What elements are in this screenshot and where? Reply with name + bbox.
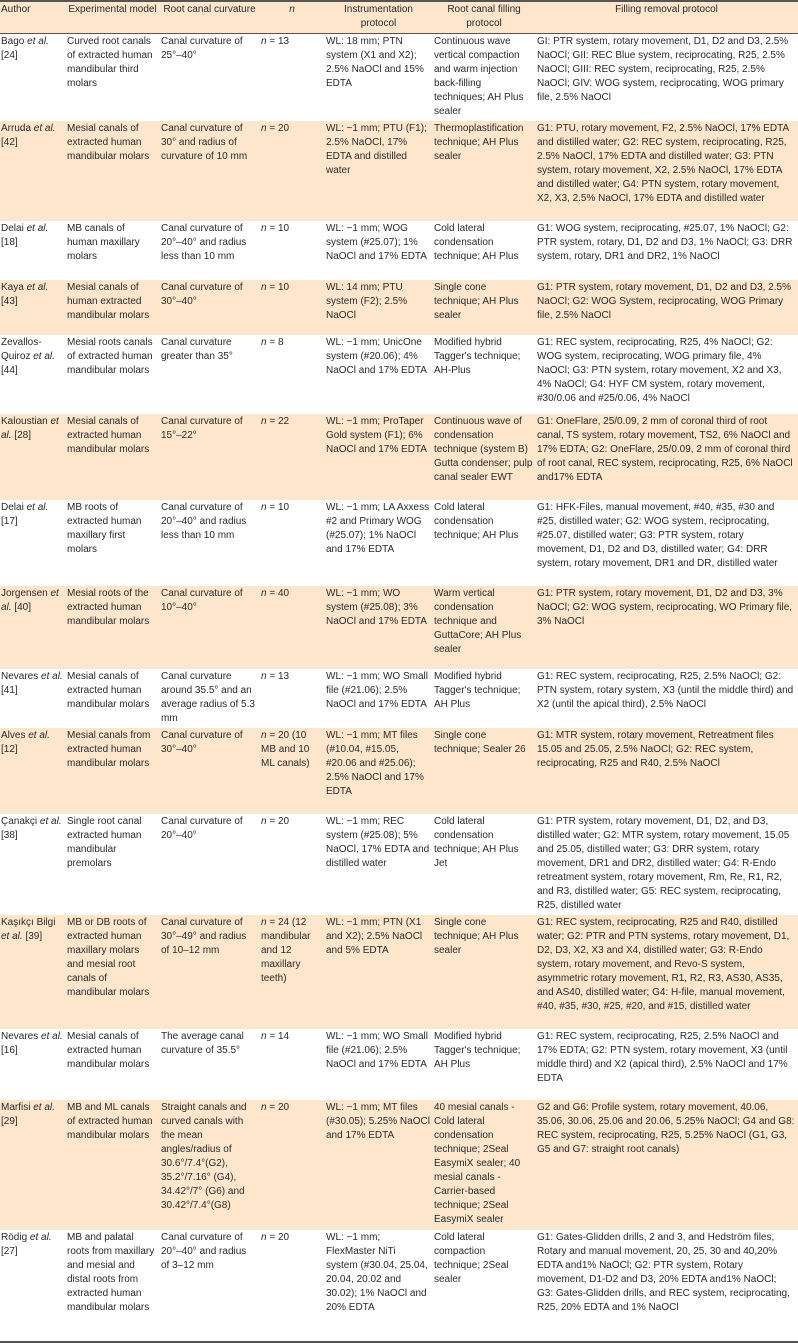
filling-protocol-cell: Modified hybrid Tagger's technique; AH Plus (434, 1031, 521, 1070)
author-etal: et al. (33, 123, 56, 134)
sample-size-value: = 14 (266, 1031, 290, 1042)
author-etal: et al. (33, 351, 55, 362)
table-row (0, 728, 798, 814)
table-row (0, 814, 798, 915)
sample-size-cell (260, 814, 325, 915)
header-experimental-model: Experimental model (66, 1, 160, 34)
instrumentation-cell: WL: −1 mm; LA Axxess #2 and Primary WOG (#25.07); 1% NaOCl and 17% EDTA (326, 502, 430, 555)
experimental-model-cell: Mesial roots canals of extracted human mandibular molars (67, 337, 153, 376)
author-name: Delai (1, 223, 24, 234)
author-name: Nevares (1, 1031, 39, 1042)
author-name: Kaya (1, 282, 24, 293)
author-etal: et al. (26, 502, 49, 513)
n-symbol: n (261, 223, 267, 234)
author-cell (0, 221, 66, 280)
n-symbol: n (261, 502, 267, 513)
instrumentation-cell: WL: −1 mm; MT files (#30.05); 5.25% NaOCl and 17% EDTA (325, 1100, 433, 1230)
removal-protocol-cell: G1: REC system, reciprocating, R25 and R40, distilled water; G2: PTR and PTN systems, rotary movement, D1, D2, D3, X2, X3 and X4, distilled water; G3: R-Endo system, rotary movement, and Revo-S system, asymmetric rotary movement, R1, R2, R3, AS30, AS35, and AS40, distilled water; G4: H-file, manual movement, #40, #35, #30, #25, #20, and #15, distilled water (536, 915, 798, 1029)
curvature-cell: Canal curvature of 30°–40° (160, 728, 260, 814)
sample-size-value: = 20 (266, 1102, 290, 1113)
author-etal: et al. (26, 223, 49, 234)
instrumentation-cell: WL: 14 mm; PTU system (F2); 2.5% NaOCl (325, 280, 433, 335)
filling-protocol-cell: Cold lateral condensation technique; AH Plus Jet (434, 816, 519, 869)
author-etal: et al. (1, 931, 23, 942)
curvature-cell: Canal curvature of 30° and radius of curvature of 10 mm (160, 121, 260, 221)
table-row (0, 121, 798, 221)
n-symbol: n (261, 1102, 267, 1113)
curvature-cell: Canal curvature greater than 35° (161, 337, 233, 362)
table-row (0, 500, 798, 586)
instrumentation-cell: WL: −1 mm; WO Small file (#21.06); 2.5% NaOCl and 17% EDTA (326, 671, 428, 710)
sample-size-value: = 10 (266, 223, 290, 234)
curvature-cell: Canal curvature of 30°–40° (160, 280, 260, 335)
curvature-cell: Canal curvature of 20°–40° and radius less than 10 mm (161, 223, 247, 262)
instrumentation-cell: WL: 18 mm; PTN system (X1 and X2); 2.5% NaOCl and 15% EDTA (326, 36, 424, 89)
author-cell (0, 669, 66, 728)
removal-protocol-cell: G1: Gates-Glidden drills, 2 and 3, and Hedström files, Rotary and manual movement, 20, 25, 30 and 40,20% EDTA and1% NaOCl; G2: PTR system, Rotary movement, D1-D2 and D3, 20% EDTA and1% NaOCl; G3: Gates-Glidden drills, and REC system, reciprocating, R25, 20% EDTA and 1% NaOCl (537, 1232, 790, 1313)
filling-protocol-cell: Continuous wave vertical compaction and warm injection back-filling techniques; AH Plus sealer (434, 36, 524, 117)
table-row (0, 1029, 798, 1100)
removal-protocol-cell: G1: PTR system, rotary movement, D1, D2, and D3, distilled water; G2: MTR system, rotary movement, 15.05 and 25.05, distilled water; G3: DRR system, rotary movement, DR1 and DR2, distilled water; G4: R-Endo retreatment system, rotary movement, Rm, Re, R1, R2, and R3, distilled water; G5: REC system, reciprocating, R25, distilled water (537, 816, 790, 911)
removal-protocol-cell: G1: PTR system, rotary movement, D1, D2 and D3, 3% NaOCl; G2: WOG system, reciprocating, WO Primary file, 3% NaOCl (536, 586, 798, 669)
author-cell (0, 1029, 66, 1100)
instrumentation-cell: WL: −1 mm; PTU (F1); 2.5% NaOCl, 17% EDTA and distilled water (325, 121, 433, 221)
curvature-cell: Canal curvature of 30°–49° and radius of 10–12 mm (160, 915, 260, 1029)
sample-size-value: = 20 (10 MB and 10 ML canals) (261, 730, 310, 769)
sample-size-value: = 13 (266, 671, 290, 682)
n-symbol: n (261, 1232, 267, 1243)
author-etal: et al. (27, 36, 49, 47)
reference-link[interactable]: [18] (1, 237, 18, 248)
curvature-cell: Canal curvature of 10°–40° (160, 586, 260, 669)
table-row (0, 335, 798, 414)
filling-protocol-cell: Cold lateral condensation technique; AH Plus (434, 502, 519, 541)
author-name: Rödig (1, 1232, 28, 1243)
author-cell (0, 1100, 66, 1230)
author-etal: et al. (1, 588, 59, 613)
author-cell (0, 280, 66, 335)
removal-protocol-cell: G1: REC system, reciprocating, R25, 2.5% NaOCl; G2: PTN system, rotary system, X3 (until the middle third) and X2 (until the apical third), 2.5% NaOCl (537, 671, 794, 710)
author-etal: et al. (26, 282, 49, 293)
experimental-model-cell: Mesial canals of extracted human mandibular molars (66, 121, 160, 221)
removal-protocol-cell: G1: HFK-Files, manual movement, #40, #35, #30 and #25, distilled water; G2: WOG system, reciprocating, #25.07, distilled water; G3: PTR system, rotary movement, D1, D2 and D3, distilled water; G4: DRR system, rotary movement, DR1 and DR, distilled water (537, 502, 778, 569)
removal-protocol-cell: G1: MTR system, rotary movement, Retreatment files 15.05 and 25.05, 2.5% NaOCl; G2: REC system, reciprocating, R25 and R40, 2.5% NaOCl (536, 728, 798, 814)
filling-protocol-cell: Warm vertical condensation technique and GuttaCore; AH Plus sealer (433, 586, 536, 669)
sample-size-value: = 10 (266, 282, 290, 293)
curvature-cell: Canal curvature of 20°–40° (161, 816, 243, 841)
sample-size-cell (260, 280, 325, 335)
removal-protocol-cell: G1: PTR system, rotary movement, D1, D2 and D3, 2.5% NaOCl; G2: WOG System, reciprocating, WOG Primary file, 2.5% NaOCl (536, 280, 798, 335)
instrumentation-cell: WL: −1 mm; UnicOne system (#20.06); 4% NaOCl and 17% EDTA (326, 337, 427, 376)
sample-size-cell (260, 1230, 325, 1342)
filling-protocol-cell: Cold lateral compaction technique; 2Seal sealer (434, 1232, 509, 1285)
author-etal: et al. (39, 816, 62, 827)
instrumentation-cell: WL: −1 mm; MT files (#10.04, #15.05, #20.06 and #25.06); 2.5% NaOCl and 17% EDTA (325, 728, 433, 814)
sample-size-cell (260, 34, 325, 122)
reference-link[interactable]: [28] (14, 430, 32, 441)
reference-link[interactable]: [38] (1, 830, 18, 841)
n-symbol: n (261, 588, 267, 599)
sample-size-cell (260, 500, 325, 586)
instrumentation-cell: WL: −1 mm; ProTaper Gold system (F1); 6% NaOCl and 17% EDTA (325, 414, 433, 500)
author-etal: et al. (41, 1031, 63, 1042)
experimental-model-cell: Mesial canals of extracted human mandibular molars (67, 671, 150, 710)
curvature-cell: Canal curvature of 25°–40° (161, 36, 243, 61)
sample-size-cell (260, 915, 325, 1029)
header-root-canal-filling-protocol: Root canal filling protocol (433, 1, 536, 34)
reference-link[interactable]: [39] (25, 931, 43, 942)
author-name: Bago (1, 36, 25, 47)
sample-size-cell (260, 335, 325, 414)
table-row (0, 586, 798, 669)
reference-link[interactable]: [41] (1, 685, 18, 696)
header-author: Author (0, 1, 66, 34)
sample-size-value: = 20 (266, 1232, 290, 1243)
table-row (0, 34, 798, 122)
reference-link[interactable]: [44] (1, 365, 18, 376)
table-row (0, 669, 798, 728)
author-etal: et al. (28, 730, 50, 741)
header-root-canal-curvature: Root canal curvature (160, 1, 260, 34)
curvature-cell: Canal curvature of 20°–40° and radius less than 10 mm (161, 502, 247, 541)
reference-link[interactable]: [43] (1, 296, 18, 307)
author-etal: et al. (33, 1102, 55, 1113)
filling-protocol-cell: Thermoplastification technique; AH Plus sealer (433, 121, 536, 221)
sample-size-cell (260, 669, 325, 728)
reference-link[interactable]: [40] (14, 602, 32, 613)
author-cell (0, 915, 66, 1029)
author-cell (0, 586, 66, 669)
reference-link[interactable]: [12] (1, 744, 18, 755)
sample-size-cell (260, 1029, 325, 1100)
removal-protocol-cell: G2 and G6: Profile system, rotary movement, 40.06, 35.06, 30.06, 25.06 and 20.06, 5.25% NaOCl; G4 and G8: REC system, reciprocating, R25, 5.25% NaOCl (G1, G3, G5 and G7: straight root canals) (536, 1100, 798, 1230)
experimental-model-cell: MB roots of extracted human maxillary first molars (67, 502, 142, 555)
n-symbol: n (261, 671, 267, 682)
table-row (0, 280, 798, 335)
filling-protocol-cell: Single cone technique; AH Plus sealer (433, 280, 536, 335)
filling-protocol-cell: Modified hybrid Tagger's technique; AH-Plus (434, 337, 521, 376)
instrumentation-cell: WL: −1 mm; WO Small file (#21.06); 2.5% NaOCl and 17% EDTA (326, 1031, 428, 1070)
author-cell (0, 500, 66, 586)
header-filling-removal-protocol: Filling removal protocol (536, 1, 798, 34)
filling-protocol-cell: Single cone technique; AH Plus sealer (433, 915, 536, 1029)
author-cell (0, 814, 66, 915)
sample-size-cell (260, 414, 325, 500)
experimental-model-cell: Mesial canals of extracted human mandibular molars (66, 414, 160, 500)
n-symbol: n (261, 337, 267, 348)
sample-size-value: = 10 (266, 502, 290, 513)
table-row (0, 414, 798, 500)
curvature-cell: Straight canals and curved canals with the mean angles/radius of 30.6°/7.4°(G2), 35.2°/7.16° (G4), 34.42°/7° (G6) and 30.42°/7.4°(G8) (160, 1100, 260, 1230)
author-name: Delai (1, 502, 24, 513)
experimental-model-cell: MB and palatal roots from maxillary and mesial and distal roots from extracted human mandibular molars (67, 1232, 155, 1313)
n-symbol: n (261, 1031, 267, 1042)
n-symbol: n (261, 36, 267, 47)
experimental-model-cell: MB and ML canals of extracted human mandibular molars (66, 1100, 160, 1230)
curvature-cell: The average canal curvature of 35.5° (161, 1031, 244, 1056)
author-cell (0, 335, 66, 414)
n-symbol: n (261, 917, 267, 928)
header-n: n (260, 1, 325, 34)
reference-link[interactable]: [29] (1, 1116, 18, 1127)
reference-link[interactable]: [16] (1, 1045, 18, 1056)
table-header-row (0, 1, 798, 34)
removal-protocol-cell: G1: REC system, reciprocating, R25, 2.5% NaOCl and 17% EDTA; G2: PTN system, rotary movement, X3 (until middle third) and X2 (apical third), 2.5% NaOCl and 17% EDTA (537, 1031, 788, 1084)
n-symbol: n (261, 123, 267, 134)
curvature-cell: Canal curvature of 20°–40° and radius of 3–12 mm (161, 1232, 247, 1271)
removal-protocol-cell: G1: WOG system, reciprocating, #25.07, 1% NaOCl; G2: PTR system, rotary, D1, D2 and D3, 1% NaOCl; G3: DRR system, rotary, DR1 and DR2, 1% NaOCl (537, 223, 793, 262)
sample-size-value: = 20 (266, 816, 290, 827)
sample-size-cell (260, 728, 325, 814)
n-symbol: n (261, 416, 267, 427)
experimental-model-cell: MB or DB roots of extracted human maxillary molars and mesial root canals of mandibular molars (66, 915, 160, 1029)
author-name: Çanakçi (1, 816, 38, 827)
filling-protocol-cell: Cold lateral condensation technique; AH Plus (434, 223, 519, 262)
reference-link[interactable]: [17] (1, 516, 18, 527)
curvature-cell: Canal curvature around 35.5° and an average radius of 5.3 mm (161, 671, 255, 724)
author-name: Kaşıkçı Bilgi (1, 917, 56, 928)
removal-protocol-cell: G1: REC system, reciprocating, R25, 4% NaOCl; G2: WOG system, reciprocating, WOG primary file, 4% NaOCl; G3: PTN system, rotary movement, X2 and X3, 4% NaOCl; G4: HYF CM system, rotary movement, #30/0.06 and #25/0.06, 4% NaOCl (537, 337, 782, 404)
author-cell (0, 414, 66, 500)
instrumentation-cell: WL: −1 mm; WO system (#25.08); 3% NaOCl and 17% EDTA (325, 586, 433, 669)
instrumentation-cell: WL: −1 mm; PTN (X1 and X2); 2.5% NaOCl and 5% EDTA (325, 915, 433, 1029)
experimental-model-cell: Mesial canals from extracted human mandibular molars (66, 728, 160, 814)
sample-size-cell (260, 221, 325, 280)
sample-size-value: = 20 (266, 123, 290, 134)
author-name: Nevares (1, 671, 39, 682)
experimental-model-cell: Curved root canals of extracted human mandibular third molars (67, 36, 153, 89)
n-symbol: n (261, 282, 267, 293)
author-etal: et al. (29, 1232, 52, 1243)
instrumentation-cell: WL: −1 mm; WOG system (#25.07); 1% NaOCl and 17% EDTA (326, 223, 427, 262)
reference-link[interactable]: [27] (1, 1246, 18, 1257)
filling-protocol-cell: 40 mesial canals - Cold lateral condensation technique; 2Seal EasymiX sealer; 40 mesial canals - Carrier-based technique; 2Seal EasymiX sealer (433, 1100, 536, 1230)
author-etal: et al. (1, 416, 59, 441)
sample-size-value: = 24 (12 mandibular and 12 maxillary teeth) (261, 917, 311, 984)
author-cell (0, 1230, 66, 1342)
experimental-model-cell: Mesial roots of the extracted human mandibular molars (66, 586, 160, 669)
removal-protocol-cell: GI: PTR system, rotary movement, D1, D2 and D3, 2.5% NaOCl; GII: REC Blue system, reciprocating, R25, 2.5% NaOCl; GIII: REC system, reciprocating, R25, 2.5% NaOCl; GIV: WOG system, reciprocating, WOG primary file, 2.5% NaOCl (537, 36, 789, 103)
header-instrumentation-protocol: Instrumentation protocol (325, 1, 433, 34)
author-name: Arruda (1, 123, 32, 134)
author-cell (0, 34, 66, 122)
experimental-model-cell: Single root canal extracted human mandibular premolars (67, 816, 142, 869)
table-row (0, 1230, 798, 1342)
sample-size-value: = 40 (266, 588, 290, 599)
filling-protocol-cell: Continuous wave of condensation technique (system B) Gutta condenser; pulp canal sealer EWT (433, 414, 536, 500)
author-name: Kaloustian (1, 416, 48, 427)
table-row (0, 915, 798, 1029)
table-row (0, 1100, 798, 1230)
author-etal: et al. (41, 671, 63, 682)
author-cell (0, 728, 66, 814)
sample-size-cell (260, 121, 325, 221)
experimental-model-cell: Mesial canals of extracted human mandibular molars (67, 1031, 150, 1070)
filling-protocol-cell: Single cone technique; Sealer 26 (433, 728, 536, 814)
author-cell (0, 121, 66, 221)
n-symbol: n (261, 816, 267, 827)
experimental-model-cell: MB canals of human maxillary molars (67, 223, 140, 262)
sample-size-value: = 8 (266, 337, 284, 348)
curvature-cell: Canal curvature of 15°–22° (160, 414, 260, 500)
instrumentation-cell: WL: −1 mm; FlexMaster NiTi system (#30.04, 25.04, 20.04, 20.02 and 30.02); 1% NaOCl and 20% EDTA (326, 1232, 428, 1313)
removal-protocol-cell: G1: PTU, rotary movement, F2, 2.5% NaOCl, 17% EDTA and distilled water; G2: REC system, reciprocating, R25, 2.5% NaOCl, 17% EDTA and distilled water; G3: PTN system, rotary movement, X2, 2.5% NaOCl, 17% EDTA and distilled water; G4: PTN system, rotary movement, X2, X3, 2.5% NaOCl, 17% EDTA and distilled water (536, 121, 798, 221)
sample-size-cell (260, 586, 325, 669)
filling-protocol-cell: Modified hybrid Tagger's technique; AH Plus (434, 671, 521, 710)
reference-link[interactable]: [24] (1, 50, 18, 61)
author-name: Jorgensen (1, 588, 48, 599)
author-name: Alves (1, 730, 26, 741)
removal-protocol-cell: G1: OneFlare, 25/0.09, 2 mm of coronal third of root canal, TS system, rotary movement, TS2, 6% NaOCl and 17% EDTA; G2: OneFlare, 25/0.09, 2 mm of coronal third of root canal, REC system, reciprocating, R25, 6% NaOCl and17% EDTA (536, 414, 798, 500)
author-name: Marfisi (1, 1102, 31, 1113)
table-row (0, 221, 798, 280)
sample-size-value: = 22 (266, 416, 290, 427)
n-symbol: n (261, 730, 267, 741)
sample-size-cell (260, 1100, 325, 1230)
experimental-model-cell: Mesial canals of human extracted mandibular molars (66, 280, 160, 335)
reference-link[interactable]: [42] (1, 137, 18, 148)
author-name: Zevallos-Quiroz (1, 337, 42, 362)
sample-size-value: = 13 (266, 36, 290, 47)
instrumentation-cell: WL: −1 mm; REC system (#25.08); 5% NaOCl, 17% EDTA and distilled water (326, 816, 430, 869)
